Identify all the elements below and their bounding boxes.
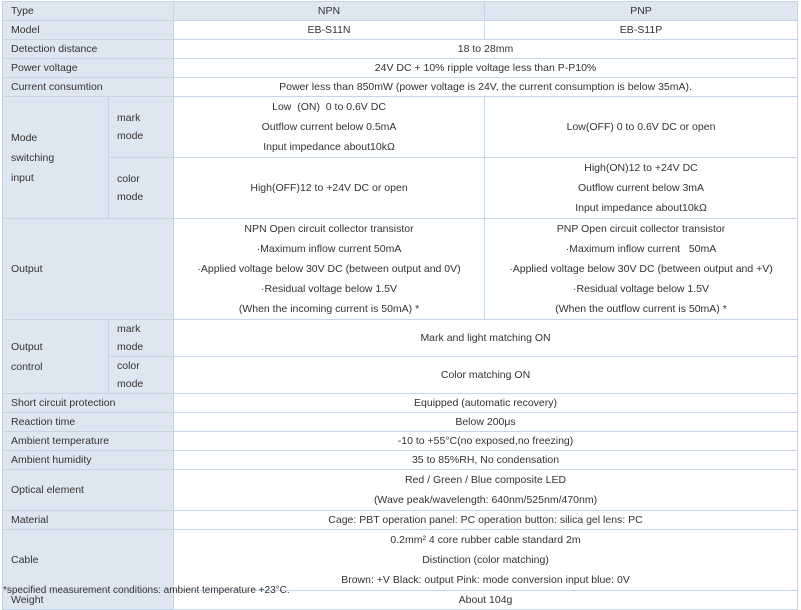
- output-pnp-line: ·Residual voltage below 1.5V: [573, 283, 710, 295]
- cable-line: Brown: +V Black: output Pink: mode conversion input blue: 0V: [341, 574, 630, 586]
- reaction-time-label: Reaction time: [3, 413, 174, 432]
- short-circuit-value: Equipped (automatic recovery): [174, 394, 798, 413]
- short-circuit-label: Short circuit protection: [3, 394, 174, 413]
- mode-switching-mark-npn: [174, 97, 485, 158]
- mode-switching-color-pnp: [485, 158, 798, 219]
- current-consumption-row: [3, 78, 798, 97]
- weight-label: Weight: [3, 591, 174, 610]
- mode-switching-color-pnp-line: High(ON)12 to +24V DC: [584, 162, 698, 174]
- mode-switching-label-line: switching: [11, 151, 55, 164]
- pnp-header: PNP: [485, 2, 798, 21]
- detection-distance-label: Detection distance: [3, 40, 174, 59]
- mode-switching-color-row: [3, 158, 798, 219]
- model-row: [3, 21, 798, 40]
- output-control-mark-label: mark mode: [109, 320, 174, 357]
- type-label: Type: [3, 2, 174, 21]
- output-control-label-line: control: [11, 360, 43, 373]
- power-voltage-label: Power voltage: [3, 59, 174, 78]
- cable-line: Distinction (color matching): [422, 554, 549, 566]
- power-voltage-value: 24V DC + 10% ripple voltage less than P-P10%: [174, 59, 798, 78]
- optical-element-line: Red / Green / Blue composite LED: [404, 474, 567, 486]
- ambient-temperature-row: [3, 432, 798, 451]
- short-circuit-row: [3, 394, 798, 413]
- output-pnp: [485, 219, 798, 320]
- mode-switching-color-label: color mode: [109, 158, 174, 219]
- output-pnp-line: ·Applied voltage below 30V DC (between output and +V): [509, 263, 773, 275]
- cable-row: [3, 530, 798, 591]
- cable-value: [174, 530, 798, 591]
- mode-switching-label-line: input: [11, 171, 34, 184]
- mode-switching-label: [3, 97, 109, 219]
- output-npn-line: (When the incoming current is 50mA) *: [238, 303, 420, 315]
- weight-value: About 104g: [174, 591, 798, 610]
- footnote: *specified measurement conditions: ambient temperature +23°C.: [3, 585, 290, 596]
- header-row: [3, 2, 798, 21]
- material-row: [3, 511, 798, 530]
- output-row: [3, 219, 798, 320]
- mode-switching-color-npn: High(OFF)12 to +24V DC or open: [174, 158, 485, 219]
- output-npn-line: NPN Open circuit collector transistor: [244, 223, 414, 235]
- mode-switching-mark-npn-line: Outflow current below 0.5mA: [261, 121, 397, 133]
- reaction-time-value: Below 200μs: [174, 413, 798, 432]
- ambient-temperature-label: Ambient temperature: [3, 432, 174, 451]
- optical-element-row: [3, 470, 798, 511]
- mode-switching-mark-label: mark mode: [109, 97, 174, 158]
- mode-switching-label-line: Mode: [11, 131, 38, 144]
- detection-distance-value: 18 to 28mm: [174, 40, 798, 59]
- output-pnp-line: PNP Open circuit collector transistor: [556, 223, 726, 235]
- detection-distance-row: [3, 40, 798, 59]
- output-pnp-line: ·Maximum inflow current 50mA: [565, 243, 717, 255]
- optical-element-value: [174, 470, 798, 511]
- mode-switching-mark-npn-line: Low (ON) 0 to 0.6V DC: [272, 101, 386, 113]
- output-control-mark-value: Mark and light matching ON: [174, 320, 798, 357]
- output-control-label-line: Output: [11, 340, 43, 353]
- material-value: Cage: PBT operation panel: PC operation button: silica gel lens: PC: [174, 511, 798, 530]
- output-control-color-value: Color matching ON: [174, 357, 798, 394]
- output-npn-line: ·Applied voltage below 30V DC (between output and 0V): [197, 263, 461, 275]
- mode-switching-mark-row: [3, 97, 798, 158]
- reaction-time-row: [3, 413, 798, 432]
- spec-table: [2, 1, 798, 610]
- ambient-humidity-row: [3, 451, 798, 470]
- ambient-temperature-value: -10 to +55°C(no exposed,no freezing): [174, 432, 798, 451]
- optical-element-line: (Wave peak/wavelength: 640nm/525nm/470nm): [373, 494, 598, 506]
- npn-header: NPN: [174, 2, 485, 21]
- current-consumption-label: Current consumtion: [3, 78, 174, 97]
- ambient-humidity-label: Ambient humidity: [3, 451, 174, 470]
- output-npn-line: ·Residual voltage below 1.5V: [261, 283, 398, 295]
- mode-switching-color-pnp-line: Outflow current below 3mA: [577, 182, 705, 194]
- output-pnp-line: (When the outflow current is 50mA) *: [555, 303, 727, 315]
- mode-switching-mark-pnp: Low(OFF) 0 to 0.6V DC or open: [485, 97, 798, 158]
- cable-label: Cable: [3, 530, 174, 591]
- current-consumption-value: Power less than 850mW (power voltage is 24V, the current consumption is below 35mA).: [174, 78, 798, 97]
- cable-line: 0.2mm² 4 core rubber cable standard 2m: [390, 534, 581, 546]
- ambient-humidity-value: 35 to 85%RH, No condensation: [174, 451, 798, 470]
- output-npn: [174, 219, 485, 320]
- power-voltage-row: [3, 59, 798, 78]
- output-label: Output: [3, 219, 174, 320]
- output-control-label: [3, 320, 109, 394]
- output-control-color-row: [3, 357, 798, 394]
- model-npn: EB-S11N: [174, 21, 485, 40]
- mode-switching-mark-npn-line: Input impedance about10kΩ: [263, 141, 395, 153]
- output-control-color-label: color mode: [109, 357, 174, 394]
- mode-switching-color-pnp-line: Input impedance about10kΩ: [575, 202, 707, 214]
- material-label: Material: [3, 511, 174, 530]
- model-pnp: EB-S11P: [485, 21, 798, 40]
- output-control-mark-row: [3, 320, 798, 357]
- optical-element-label: Optical element: [3, 470, 174, 511]
- output-npn-line: ·Maximum inflow current 50mA: [256, 243, 402, 255]
- model-label: Model: [3, 21, 174, 40]
